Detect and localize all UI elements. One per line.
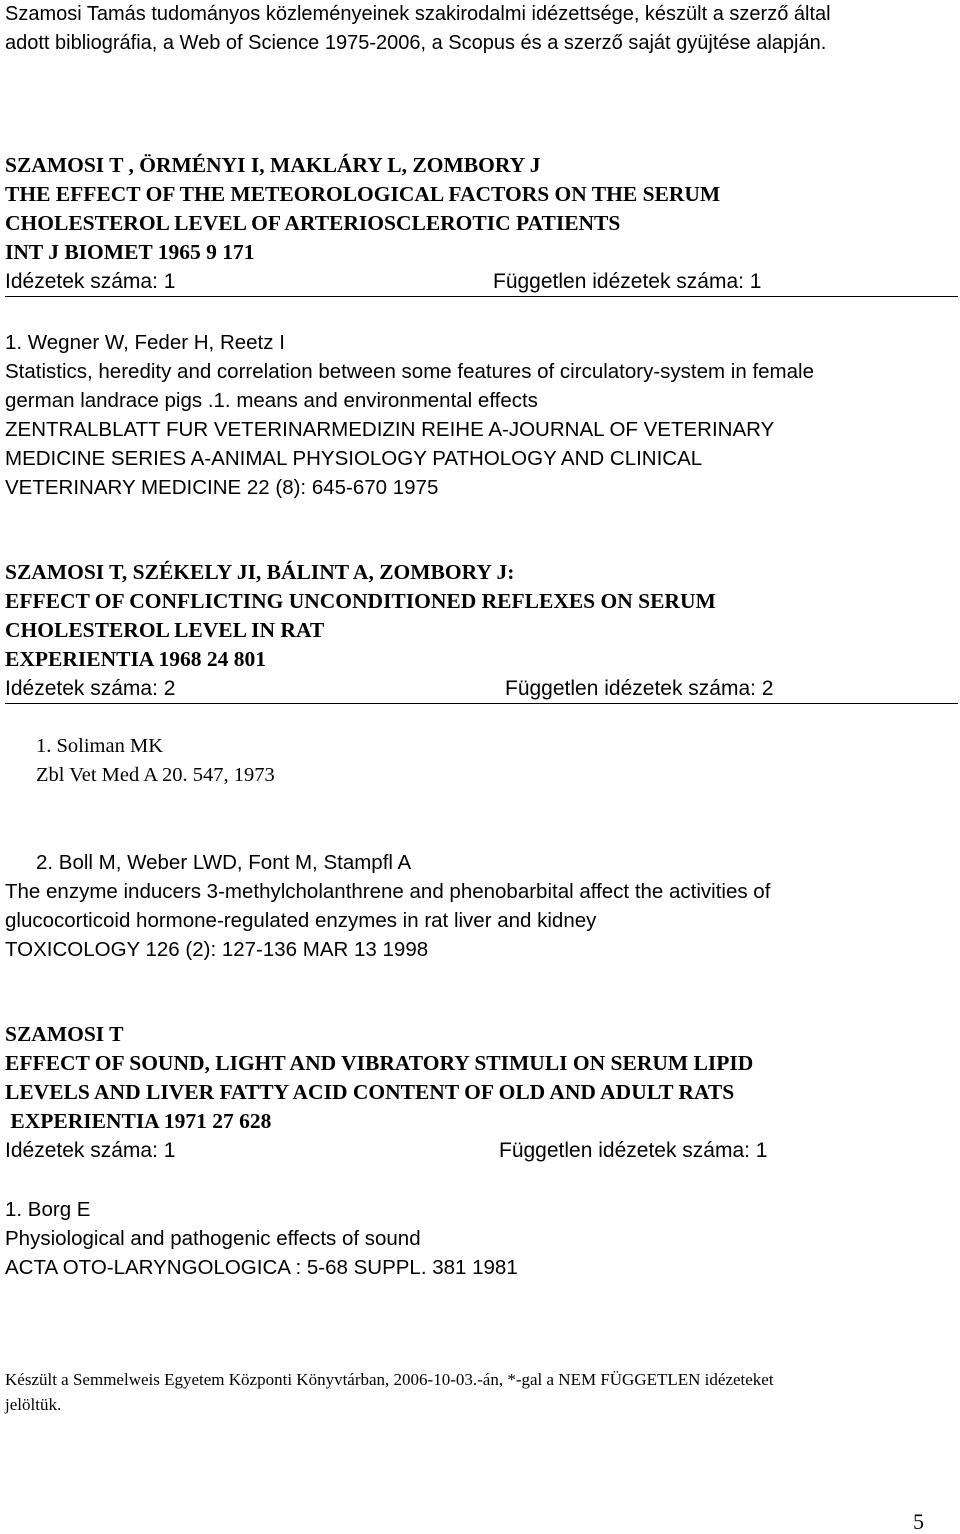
independent-citations-count: Független idézetek száma: 2 — [505, 677, 774, 700]
citing-line: MEDICINE SERIES A-ANIMAL PHYSIOLOGY PATHOLOGY AND CLINICAL — [5, 447, 703, 470]
independent-citations-count: Független idézetek száma: 1 — [493, 270, 762, 293]
citing-line: Zbl Vet Med A 20. 547, 1973 — [36, 764, 275, 786]
citing-line: VETERINARY MEDICINE 22 (8): 645-670 1975 — [5, 476, 439, 499]
divider-rule — [5, 296, 958, 297]
publication-source: EXPERIENTIA 1968 24 801 — [5, 647, 267, 671]
independent-citations-count: Független idézetek száma: 1 — [499, 1139, 768, 1162]
publication-authors: SZAMOSI T, SZÉKELY JI, BÁLINT A, ZOMBORY J: — [5, 560, 515, 584]
publication-authors: SZAMOSI T , ÖRMÉNYI I, MAKLÁRY L, ZOMBORY J — [5, 153, 541, 177]
publication-title-line: CHOLESTEROL LEVEL IN RAT — [5, 618, 325, 642]
citing-item — [5, 328, 814, 502]
page-number: 5 — [913, 1509, 924, 1534]
publication-authors: SZAMOSI T — [5, 1022, 124, 1046]
citation-counts — [5, 267, 762, 296]
citing-line: german landrace pigs .1. means and environmental effects — [5, 389, 538, 412]
citations-count: Idézetek száma: 1 — [5, 1139, 176, 1162]
citation-counts — [5, 1136, 768, 1165]
citing-line: ZENTRALBLATT FUR VETERINARMEDIZIN REIHE A-JOURNAL OF VETERINARY — [5, 418, 775, 441]
publication-source: EXPERIENTIA 1971 27 628 — [5, 1109, 272, 1133]
citing-line: 1. Soliman MK — [36, 735, 163, 757]
citing-item — [5, 1195, 518, 1282]
publication-title-line: EFFECT OF CONFLICTING UNCONDITIONED REFLEXES ON SERUM — [5, 589, 716, 613]
header-note-line-2: adott bibliográfia, a Web of Science 1975-2006, a Scopus és a szerző saját gyüjtése alapján. — [5, 32, 827, 54]
citing-item — [36, 732, 275, 790]
citing-line: TOXICOLOGY 126 (2): 127-136 MAR 13 1998 — [5, 938, 429, 961]
citing-line: glucocorticoid hormone-regulated enzymes in rat liver and kidney — [5, 909, 597, 932]
divider-rule — [5, 703, 958, 704]
citing-line: ACTA OTO-LARYNGOLOGICA : 5-68 SUPPL. 381 1981 — [5, 1256, 518, 1279]
publication-3 — [5, 1020, 768, 1165]
citations-count: Idézetek száma: 1 — [5, 270, 176, 293]
footer-line-2: jelöltük. — [5, 1395, 62, 1414]
header-note — [5, 0, 831, 58]
publication-1 — [5, 151, 762, 296]
publication-title-line: EFFECT OF SOUND, LIGHT AND VIBRATORY STIMULI ON SERUM LIPID — [5, 1051, 754, 1075]
citing-line: Physiological and pathogenic effects of sound — [5, 1227, 421, 1250]
citation-counts — [5, 674, 774, 703]
publication-source: INT J BIOMET 1965 9 171 — [5, 240, 255, 264]
citing-line: 1. Borg E — [5, 1198, 91, 1221]
footer-note — [5, 1367, 774, 1417]
citing-line: 2. Boll M, Weber LWD, Font M, Stampfl A — [36, 851, 412, 874]
publication-title-line: LEVELS AND LIVER FATTY ACID CONTENT OF OLD AND ADULT RATS — [5, 1080, 735, 1104]
citing-item — [5, 848, 770, 964]
publication-title-line: THE EFFECT OF THE METEOROLOGICAL FACTORS ON THE SERUM — [5, 182, 721, 206]
publication-title-line: CHOLESTEROL LEVEL OF ARTERIOSCLEROTIC PATIENTS — [5, 211, 621, 235]
citing-line: 1. Wegner W, Feder H, Reetz I — [5, 331, 285, 354]
citations-count: Idézetek száma: 2 — [5, 677, 176, 700]
citing-line: The enzyme inducers 3-methylcholanthrene and phenobarbital affect the activities of — [5, 880, 771, 903]
publication-2 — [5, 558, 774, 703]
citing-line: Statistics, heredity and correlation between some features of circulatory-system in female — [5, 360, 814, 383]
footer-line-1: Készült a Semmelweis Egyetem Központi Könyvtárban, 2006-10-03.-án, *-gal a NEM FÜGGETLEN idézeteket — [5, 1370, 774, 1389]
header-note-line-1: Szamosi Tamás tudományos közleményeinek szakirodalmi idézettsége, készült a szerző által — [5, 3, 831, 25]
